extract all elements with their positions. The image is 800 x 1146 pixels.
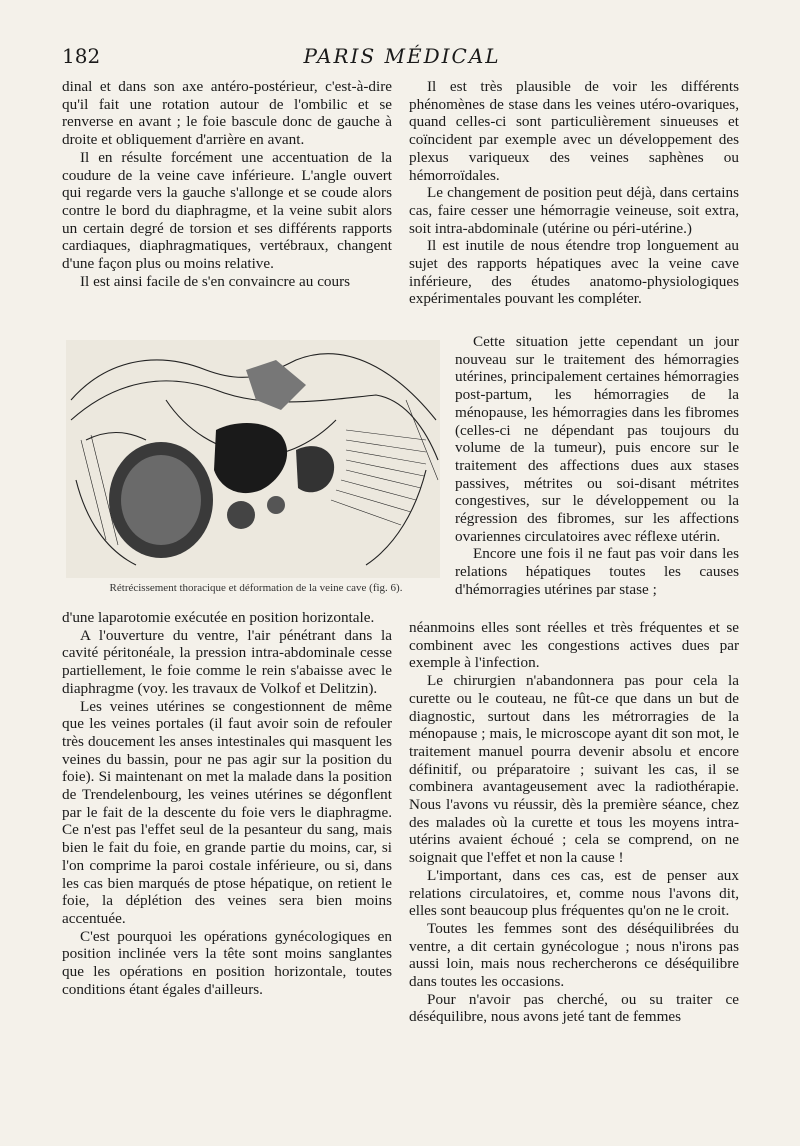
figure-caption: Rétrécissement thoracique et déformation de la veine cave (fig. 6). bbox=[109, 582, 403, 594]
paragraph: C'est pourquoi les opérations gynécologiques en position inclinée vers la tête sont moins sanglantes que les opérations en position horizontale, toutes conditions étant égales d'ailleurs. bbox=[62, 927, 392, 998]
page-header bbox=[62, 42, 742, 72]
paragraph: Pour n'avoir pas cherché, ou su traiter ce déséquilibre, nous avons jeté tant de femmes bbox=[409, 990, 739, 1026]
left-column-bottom bbox=[62, 609, 392, 998]
running-title: PARIS MÉDICAL bbox=[303, 44, 501, 68]
paragraph: Encore une fois il ne faut pas voir dans les relations hépatiques toutes les causes d'hémorragies utérines par stase ; bbox=[455, 545, 739, 598]
paragraph: d'une laparotomie exécutée en position horizontale. bbox=[62, 609, 375, 626]
page-number: 182 bbox=[62, 44, 101, 68]
paragraph: Il est inutile de nous étendre trop longuement au sujet des rapports hépatiques avec la veine cave inférieure, des études anatomo-physiologiques expérimentales pouvant les compléter. bbox=[409, 237, 739, 308]
paragraph: dinal et dans son axe antéro-postérieur, c'est-à-dire qu'il fait une rotation autour de l'ombilic et se renverse en avant ; le foie bascule donc de gauche à droite et obliquement d'arrière en avant. bbox=[62, 78, 392, 149]
paragraph: Le chirurgien n'abandonnera pas pour cela la curette ou le couteau, ne fût-ce que dans un but de diagnostic, surtout dans les métrorragies de la ménopause ; mais, le microscope ayant dit son mot, le traitement manuel pourra devenir absolu et encore définitif, ou préparatoire ; suivant les cas, il se combinera avantageusement avec la radiothérapie. Nous l'avons vu réussir, dès la première séance, chez des malades où la curette et tous les moyens intra-utérins avaient échoué ; cela se comprend, on ne soignait que l'effet et non la cause ! bbox=[409, 672, 739, 867]
paragraph: A l'ouverture du ventre, l'air pénétrant dans la cavité péritonéale, la pression intra-abdominale cesse partiellement, le foie comme le rein s'abaisse avec le diaphragme (voy. les travaux de Volkof et Delitzin). bbox=[62, 626, 392, 697]
paragraph: Il est très plausible de voir les différents phénomènes de stase dans les veines utéro-ovariques, quand celles-ci sont particulièrement sinueuses et coïncident par exemple avec un développement des plexus variqueux des veines saphènes ou hémorroïdales. bbox=[409, 78, 739, 184]
right-column-top bbox=[409, 78, 739, 308]
paragraph: néanmoins elles sont réelles et très fréquentes et se combinent avec les congestions actives dues par exemple à l'infection. bbox=[409, 619, 739, 672]
paragraph: Il est ainsi facile de s'en convaincre au cours bbox=[80, 272, 351, 290]
paragraph: Il en résulte forcément une accentuation de la coudure de la veine cave inférieure. L'angle ouvert qui regarde vers la gauche s'allonge et se coude alors contre le bord du diaphragme, et la veine subit alors un certain degré de torsion et ses différents rapports cardiaques, diaphragmatiques, vertébraux, changent d'une façon plus ou moins relative. bbox=[62, 148, 392, 273]
paragraph: Les veines utérines se congestionnent de même que les veines portales (il faut avoir soin de refouler très doucement les anses intestinales qui masquent les veines du bassin, pour ne pas agir sur la position du foie). Si maintenant on met la malade dans la position de Trendelenbourg, les veines utérines se dégonflent par le fait de la descente du foie vers le diaphragme. Ce n'est pas l'effet seul de la pesanteur du sang, mais bien le fait du foie, en grande partie du moins, car, si l'on comprime la paroi costale inférieure, ou si, dans les cas bien marqués de ptose hépatique, on retient le foie, la déplétion des veines sera bien moins accentuée. bbox=[62, 697, 392, 927]
right-column-bottom bbox=[409, 619, 739, 1026]
left-column-top bbox=[62, 78, 392, 290]
paragraph: Cette situation jette cependant un jour nouveau sur le traitement des hémorragies utérines, principalement certaines hémorragies post-partum, les hémorragies de la ménopause, les hémorragies dans les fibromes (celles-ci ne dépendant pas toujours du volume de la tumeur), puis encore sur le traitement des affections dues aux stases passives, métrites ou soi-disant métrites congestives, sur le développement ou la régression des fibromes, sur les affections ovariennes circulatoires avec réflexe utérin. bbox=[455, 333, 739, 545]
paragraph: Le changement de position peut déjà, dans certains cas, faire cesser une hémorragie veineuse, soit extra, soit intra-abdominale (utérine ou péri-utérine.) bbox=[409, 184, 739, 237]
right-column-wrap bbox=[455, 333, 739, 599]
anatomical-illustration bbox=[66, 340, 440, 578]
paragraph: L'important, dans ces cas, est de penser aux relations circulatoires, et, comme nous l'avons dit, elles sont beaucoup plus fréquentes qu'on ne le croit. bbox=[409, 866, 739, 920]
paragraph: Toutes les femmes sont des déséquilibrées du ventre, a dit certain gynécologue ; nous n'irons pas aussi loin, mais nous rechercherons ce déséquilibre dans toutes les occasions. bbox=[409, 919, 739, 991]
